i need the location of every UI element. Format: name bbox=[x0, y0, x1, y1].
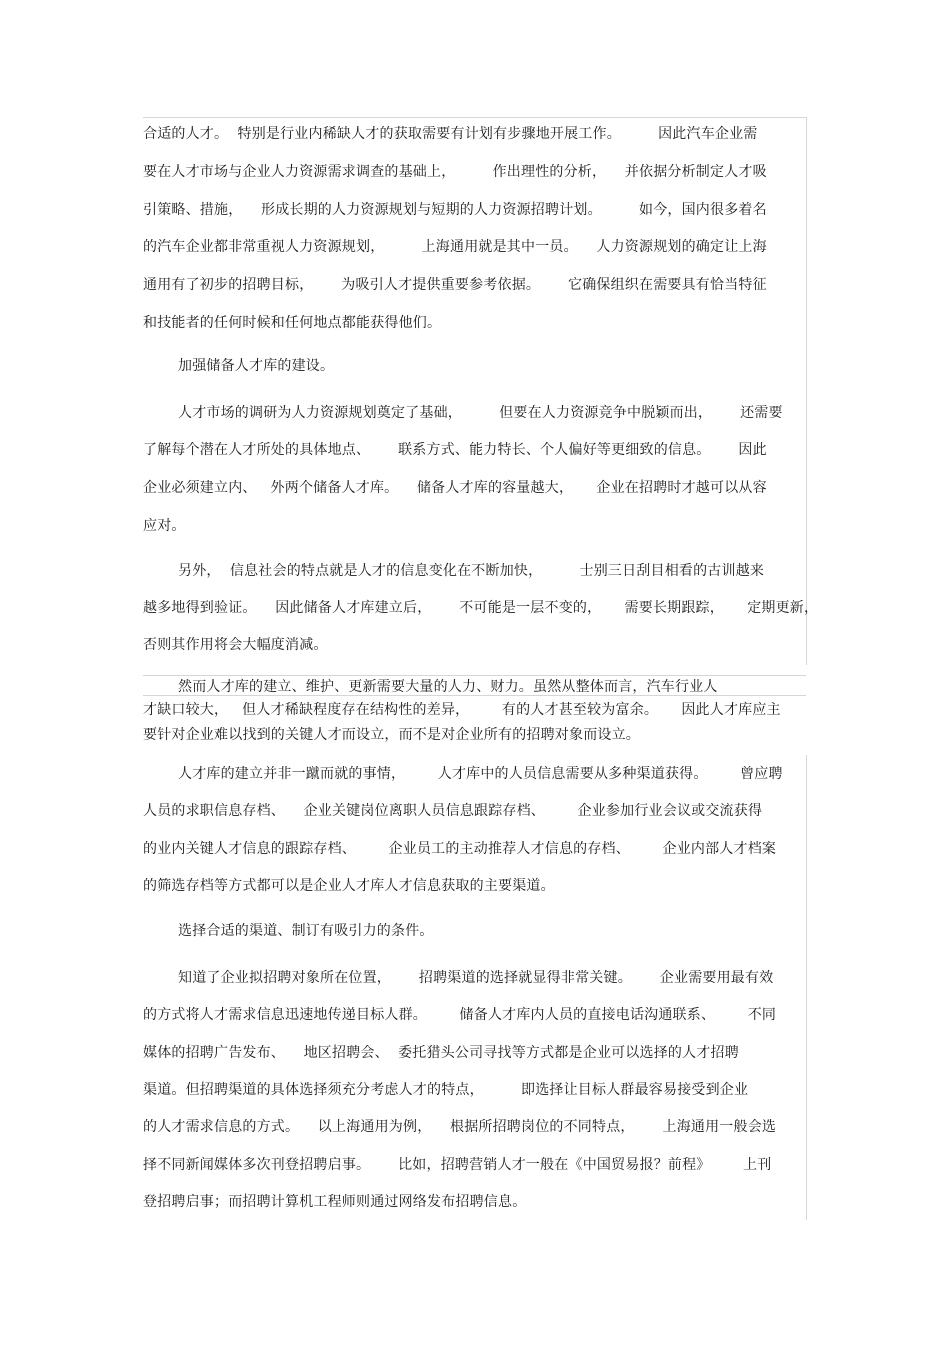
text-line: 要在人才市场与企业人力资源需求调查的基础上， 作出理性的分析， 并依据分析制定人才吸 bbox=[143, 164, 767, 180]
text-line: 人才库的建立并非一蹴而就的事情， 人才库中的人员信息需要从多种渠道获得。 曾应聘 bbox=[178, 766, 783, 782]
frame-right-line bbox=[806, 117, 807, 665]
text-line: 然而人才库的建立、维护、更新需要大量的人力、财力。虽然从整体而言，汽车行业人 bbox=[178, 679, 718, 695]
text-line: 登招聘启事；而招聘计算机工程师则通过网络发布招聘信息。 bbox=[143, 1194, 527, 1210]
text-line: 渠道。但招聘渠道的具体选择须充分考虑人才的特点， 即选择让目标人群最容易接受到企业 bbox=[143, 1082, 749, 1098]
text-line: 才缺口较大， 但人才稀缺程度存在结构性的差异， 有的人才甚至较为富余。 因此人才库应主 bbox=[143, 702, 781, 718]
text-line: 越多地得到验证。 因此储备人才库建立后， 不可能是一层不变的， 需要长期跟踪， 定期更新， bbox=[143, 600, 819, 616]
text-line: 人才市场的调研为人力资源规划奠定了基础， 但要在人力资源竞争中脱颖而出， 还需要 bbox=[178, 405, 783, 421]
text-line: 的业内关键人才信息的跟踪存档、 企业员工的主动推荐人才信息的存档、 企业内部人才档案 bbox=[143, 841, 777, 857]
text-line: 企业必须建立内、 外两个储备人才库。 储备人才库的容量越大， 企业在招聘时才越可以从容 bbox=[143, 480, 767, 496]
section-heading: 加强储备人才库的建设。 bbox=[178, 358, 335, 374]
text-line: 否则其作用将会大幅度消减。 bbox=[143, 637, 328, 653]
text-line: 知道了企业拟招聘对象所在位置， 招聘渠道的选择就显得非常关键。 企业需要用最有效 bbox=[178, 970, 774, 986]
text-line: 择不同新闻媒体多次刊登招聘启事。 比如，招聘营销人才一般在《中国贸易报？前程》 上刊 bbox=[143, 1157, 772, 1173]
frame-right-line-lower bbox=[806, 755, 807, 1220]
text-line: 媒体的招聘广告发布、 地区招聘会、 委托猎头公司寻找等方式都是企业可以选择的人才招聘 bbox=[143, 1045, 739, 1061]
frame-top-line bbox=[143, 117, 806, 118]
text-line: 要针对企业难以找到的关键人才而设立，而不是对企业所有的招聘对象而设立。 bbox=[143, 727, 640, 743]
text-line: 合适的人才。 特别是行业内稀缺人才的获取需要有计划有步骤地开展工作。 因此汽车企业需 bbox=[143, 126, 758, 142]
text-line: 和技能者的任何时候和任何地点都能获得他们。 bbox=[143, 315, 442, 331]
text-line: 应对。 bbox=[143, 518, 186, 534]
text-line: 另外， 信息社会的特点就是人才的信息变化在不断加快， 士别三日刮目相看的古训越来 bbox=[178, 563, 765, 579]
text-line: 的筛选存档等方式都可以是企业人才库人才信息获取的主要渠道。 bbox=[143, 878, 555, 894]
text-line: 的人才需求信息的方式。 以上海通用为例， 根据所招聘岗位的不同特点， 上海通用一般会选 bbox=[143, 1119, 777, 1135]
text-line: 人员的求职信息存档、 企业关键岗位离职人员信息跟踪存档、 企业参加行业会议或交流获得 bbox=[143, 803, 763, 819]
text-line: 引策略、措施， 形成长期的人力资源规划与短期的人力资源招聘计划。 如今，国内很多着名 bbox=[143, 202, 767, 218]
text-line: 了解每个潜在人才所处的具体地点、 联系方式、能力特长、个人偏好等更细致的信息。 因此 bbox=[143, 442, 767, 458]
frame-middle-top-line bbox=[143, 675, 806, 676]
text-line: 的方式将人才需求信息迅速地传递目标人群。 储备人才库内人员的直接电话沟通联系、 不同 bbox=[143, 1007, 777, 1023]
text-line: 的汽车企业都非常重视人力资源规划， 上海通用就是其中一员。 人力资源规划的确定让上海 bbox=[143, 239, 767, 255]
text-line: 通用有了初步的招聘目标， 为吸引人才提供重要参考依据。 它确保组织在需要具有恰当特征 bbox=[143, 277, 767, 293]
section-heading: 选择合适的渠道、制订有吸引力的条件。 bbox=[178, 923, 434, 939]
